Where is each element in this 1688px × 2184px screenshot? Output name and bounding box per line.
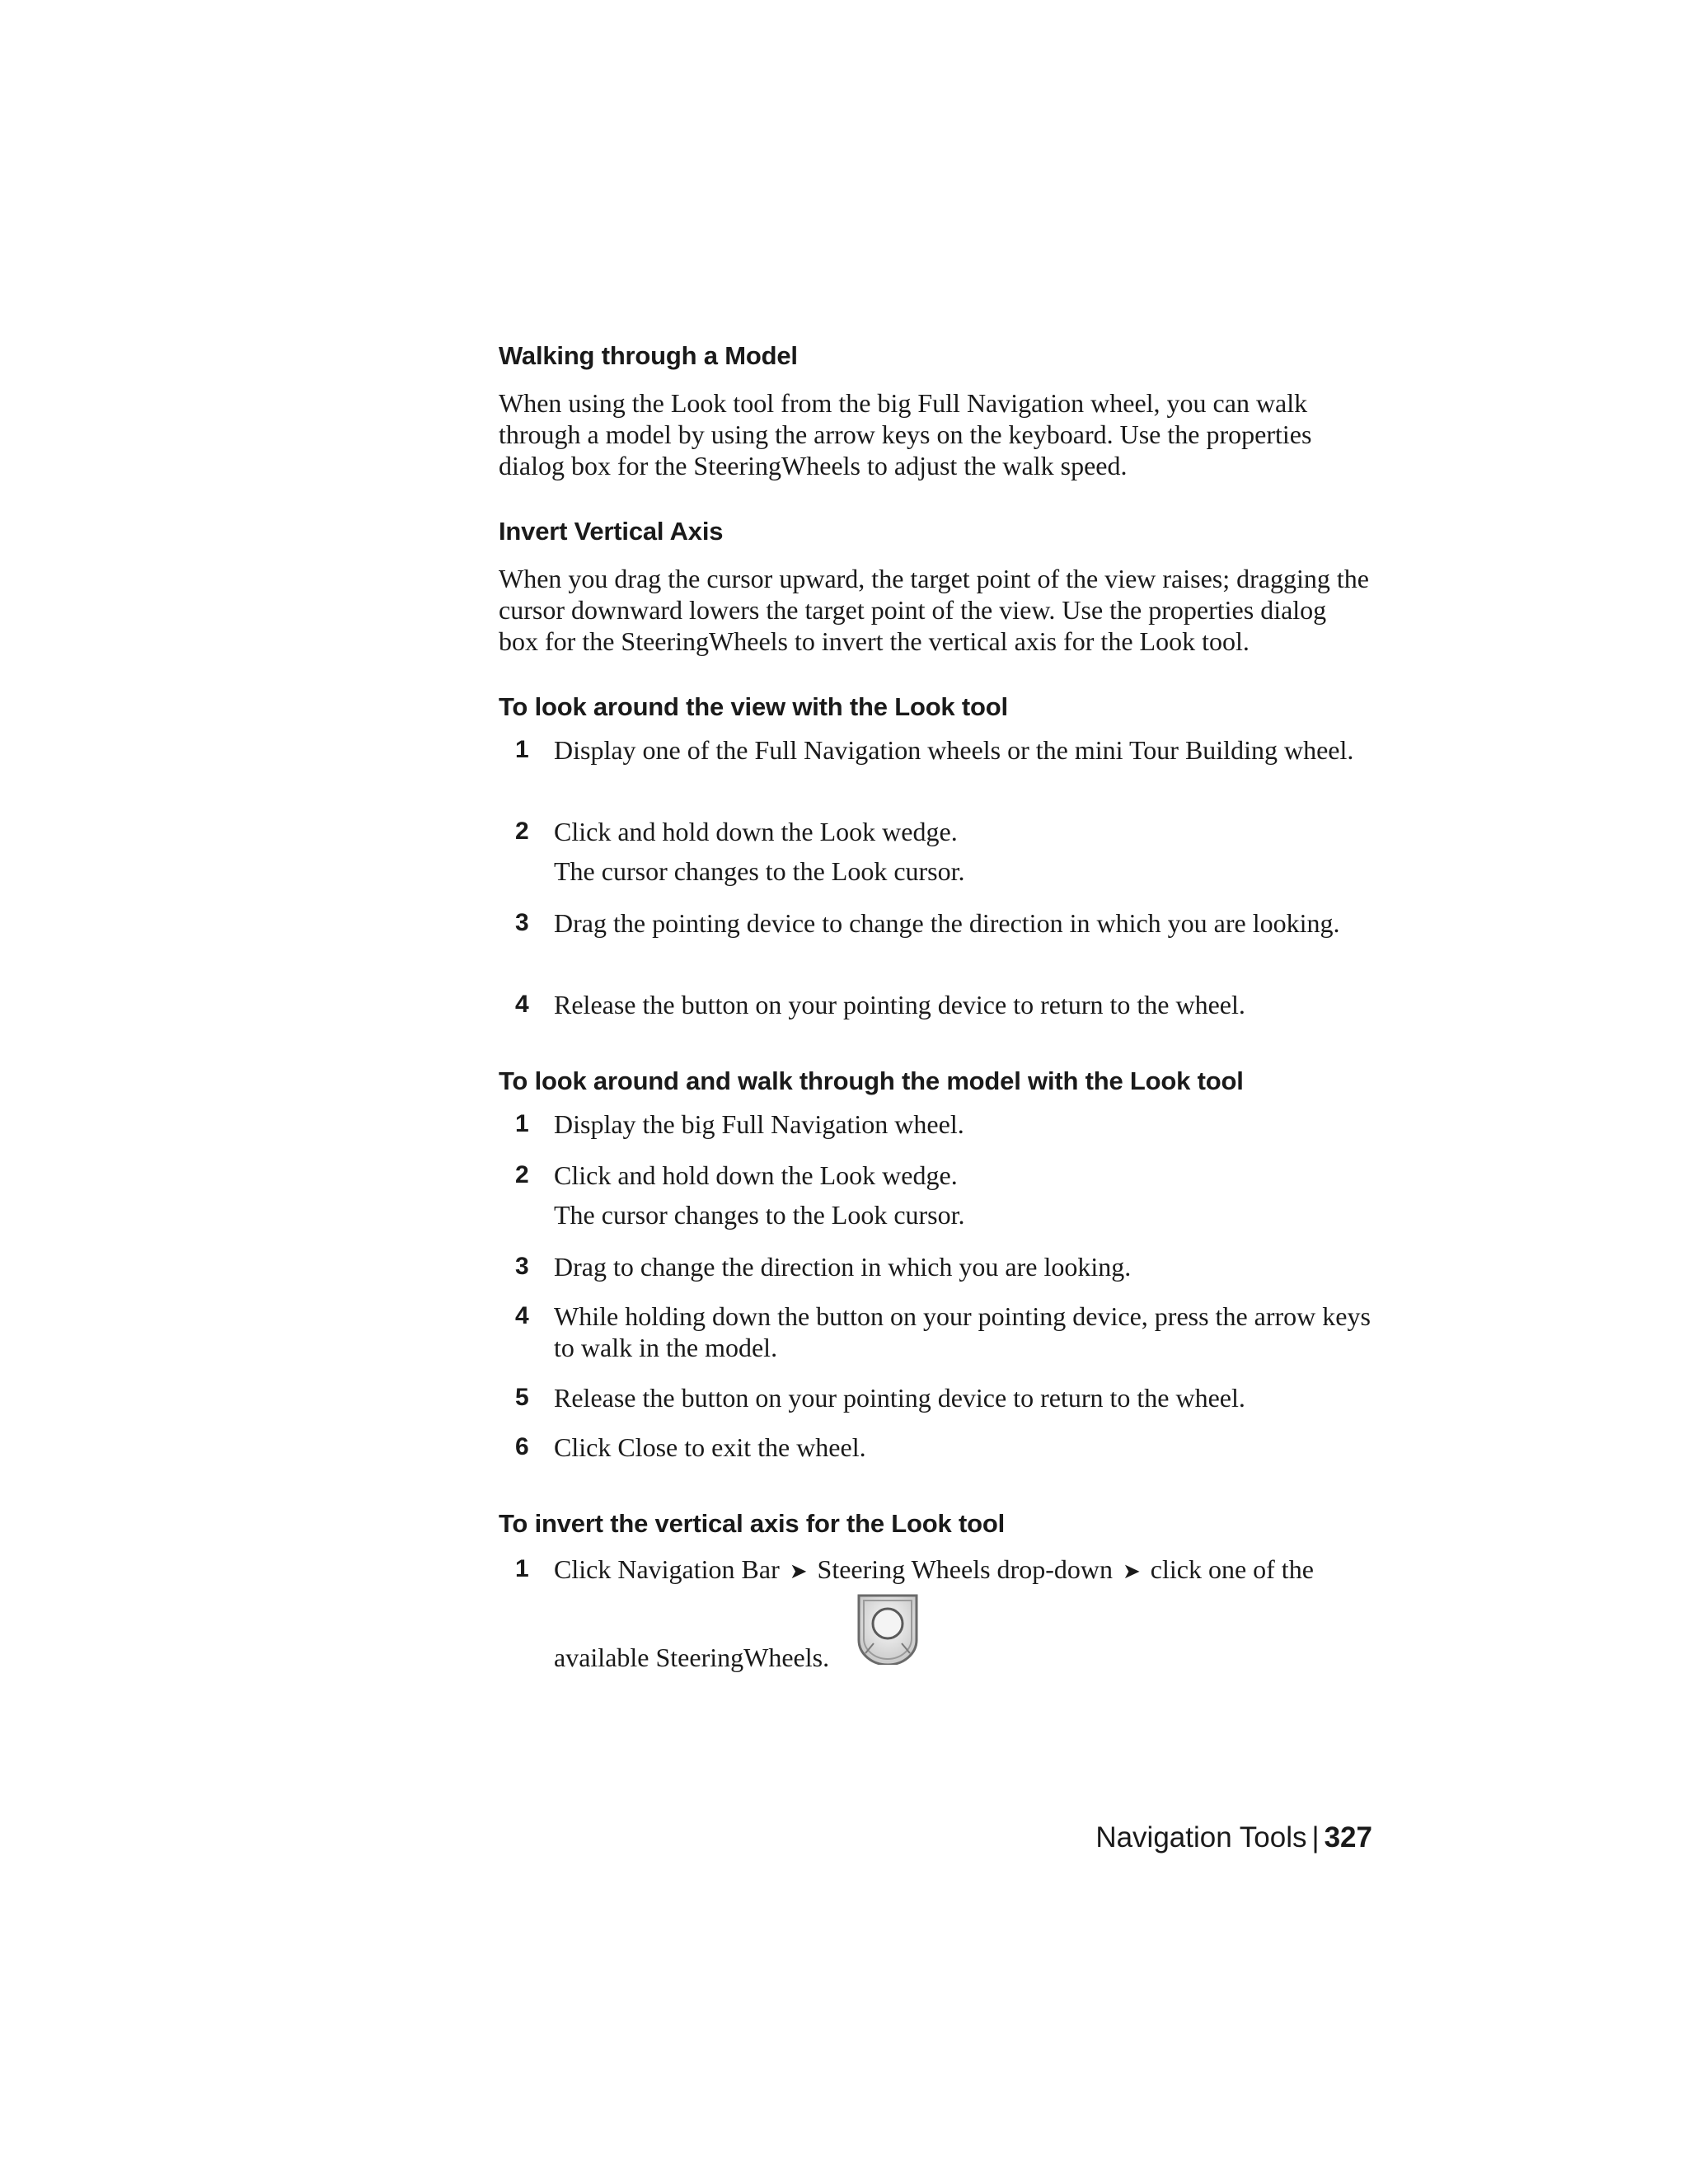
step-text: Click Close to exit the wheel. — [554, 1432, 866, 1462]
heading-walking-through-model: Walking through a Model — [499, 341, 798, 370]
menu-path-steering-wheels-dropdown: Steering Wheels drop-down — [817, 1554, 1113, 1584]
step-number: 4 — [515, 1302, 529, 1329]
step-number: 3 — [515, 1253, 529, 1280]
step-text — [554, 1554, 1372, 1587]
menu-arrow: ➤ — [1122, 1559, 1141, 1584]
step-text: Release the button on your pointing device to return to the wheel. — [554, 990, 1245, 1019]
heading-look-around: To look around the view with the Look tool — [499, 692, 1008, 721]
page-number: 327 — [1324, 1821, 1372, 1854]
step-number: 6 — [515, 1433, 529, 1460]
heading-invert-axis-procedure: To invert the vertical axis for the Look tool — [499, 1509, 1005, 1538]
footer-section-title: Navigation Tools — [1095, 1821, 1307, 1854]
step-result: The cursor changes to the Look cursor. — [554, 856, 965, 886]
footer-separator: | — [1311, 1821, 1320, 1854]
step-text: Drag the pointing device to change the direction in which you are looking. — [554, 908, 1340, 938]
step-text: Display one of the Full Navigation wheels or the mini Tour Building wheel. — [554, 735, 1354, 765]
step-text: Click and hold down the Look wedge. — [554, 1160, 958, 1190]
step-number: 1 — [515, 1110, 529, 1137]
step-number: 2 — [515, 1161, 529, 1188]
step-number: 4 — [515, 991, 529, 1018]
step-number: 1 — [515, 736, 529, 763]
step-number: 5 — [515, 1384, 529, 1411]
step-number: 3 — [515, 909, 529, 936]
step-result: The cursor changes to the Look cursor. — [554, 1200, 965, 1230]
steering-wheel-icon — [851, 1589, 925, 1669]
step-continuation: available SteeringWheels. — [554, 1643, 830, 1672]
paragraph-invert: When you drag the cursor upward, the target point of the view raises; dragging the cursor downward lowers the target point of the view. Use the properties dialog box for the SteeringWheels to invert the vertical axis for the Look tool. — [499, 564, 1369, 656]
step-text: Display the big Full Navigation wheel. — [554, 1109, 964, 1139]
page-footer — [1095, 1820, 1372, 1856]
step-text: Release the button on your pointing device to return to the wheel. — [554, 1383, 1245, 1413]
menu-path-click-one: click one of the — [1150, 1554, 1314, 1584]
menu-arrow: ➤ — [789, 1559, 808, 1584]
step-number: 1 — [515, 1555, 529, 1582]
step-text: While holding down the button on your pointing device, press the arrow keys to walk in the model. — [554, 1301, 1371, 1362]
paragraph-walking: When using the Look tool from the big Full Navigation wheel, you can walk through a model by using the arrow keys on the keyboard. Use the properties dialog box for the SteeringWheels to adjust the walk speed. — [499, 388, 1312, 480]
menu-path-navigation-bar: Click Navigation Bar — [554, 1554, 780, 1584]
step-text: Click and hold down the Look wedge. — [554, 817, 958, 846]
step-text: Drag to change the direction in which you are looking. — [554, 1252, 1132, 1282]
heading-look-and-walk: To look around and walk through the model with the Look tool — [499, 1066, 1244, 1095]
heading-invert-vertical-axis: Invert Vertical Axis — [499, 517, 724, 546]
step-number: 2 — [515, 818, 529, 845]
